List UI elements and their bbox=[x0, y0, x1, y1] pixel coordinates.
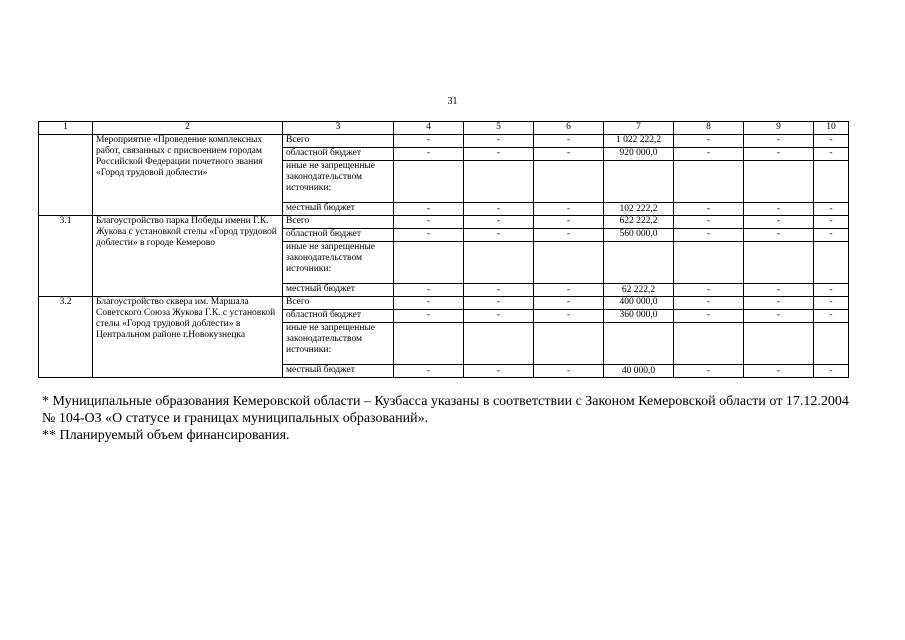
row-number-cell bbox=[39, 161, 93, 203]
value-cell: 1 022 222,2 bbox=[604, 135, 674, 148]
value-cell: 360 000,0 bbox=[604, 310, 674, 323]
value-cell bbox=[814, 323, 849, 365]
table-body bbox=[39, 122, 849, 378]
row-number-cell bbox=[39, 135, 93, 148]
funding-source-cell: местный бюджет bbox=[283, 203, 394, 216]
value-cell: - bbox=[534, 365, 604, 378]
column-header: 2 bbox=[93, 122, 283, 135]
value-cell: 40 000,0 bbox=[604, 365, 674, 378]
value-cell: - bbox=[674, 229, 744, 242]
funding-source-cell: местный бюджет bbox=[283, 365, 394, 378]
value-cell: - bbox=[814, 229, 849, 242]
page-number: 31 bbox=[447, 96, 458, 107]
funding-source-cell: иные не запрещенные законодательством источники: bbox=[283, 323, 394, 365]
value-cell bbox=[674, 323, 744, 365]
value-cell bbox=[534, 161, 604, 203]
value-cell: - bbox=[534, 229, 604, 242]
row-number-cell bbox=[39, 148, 93, 161]
value-cell bbox=[394, 323, 464, 365]
value-cell: - bbox=[744, 216, 814, 229]
value-cell: - bbox=[674, 284, 744, 297]
value-cell bbox=[744, 161, 814, 203]
value-cell: - bbox=[534, 216, 604, 229]
value-cell bbox=[464, 242, 534, 284]
activity-name-cell bbox=[93, 216, 283, 248]
footnote: ** Планируемый объем финансирования. bbox=[42, 428, 290, 443]
funding-source-cell: Всего bbox=[283, 135, 394, 148]
value-cell: - bbox=[814, 203, 849, 216]
row-number-cell bbox=[39, 284, 93, 297]
value-cell: - bbox=[674, 148, 744, 161]
column-header-row bbox=[39, 122, 849, 135]
value-cell: - bbox=[814, 284, 849, 297]
value-cell: - bbox=[744, 310, 814, 323]
activity-name-cell bbox=[93, 297, 283, 340]
value-cell: - bbox=[394, 284, 464, 297]
column-header: 5 bbox=[464, 122, 534, 135]
row-number-cell bbox=[39, 310, 93, 323]
value-cell: - bbox=[394, 148, 464, 161]
column-header: 1 bbox=[39, 122, 93, 135]
value-cell: 920 000,0 bbox=[604, 148, 674, 161]
row-number-cell: 3.1 bbox=[39, 216, 93, 229]
value-cell: - bbox=[464, 229, 534, 242]
value-cell bbox=[604, 323, 674, 365]
value-cell: - bbox=[534, 203, 604, 216]
value-cell: - bbox=[394, 135, 464, 148]
funding-source-cell: иные не запрещенные законодательством источники: bbox=[283, 242, 394, 284]
financing-table bbox=[38, 121, 849, 378]
value-cell: - bbox=[394, 203, 464, 216]
value-cell: - bbox=[394, 229, 464, 242]
column-header: 9 bbox=[744, 122, 814, 135]
value-cell: - bbox=[394, 297, 464, 310]
value-cell: - bbox=[674, 365, 744, 378]
value-cell: - bbox=[464, 135, 534, 148]
column-header: 8 bbox=[674, 122, 744, 135]
column-header: 3 bbox=[283, 122, 394, 135]
value-cell bbox=[674, 242, 744, 284]
footnotes bbox=[42, 393, 852, 444]
value-cell bbox=[674, 161, 744, 203]
value-cell: - bbox=[394, 310, 464, 323]
activity-name: Благоустройство сквера им. Маршала Советского Союза Жукова Г.К. с установкой стелы «Город трудовой доблести» в Центральном районе г.Новокузнецка bbox=[96, 297, 276, 340]
value-cell: - bbox=[464, 365, 534, 378]
funding-source-cell: Всего bbox=[283, 216, 394, 229]
value-cell bbox=[394, 161, 464, 203]
value-cell bbox=[534, 242, 604, 284]
column-header: 4 bbox=[394, 122, 464, 135]
value-cell: - bbox=[464, 216, 534, 229]
value-cell: - bbox=[534, 297, 604, 310]
table-row bbox=[39, 216, 849, 229]
column-header: 10 bbox=[814, 122, 849, 135]
funding-source-cell: Всего bbox=[283, 297, 394, 310]
row-number-cell bbox=[39, 365, 93, 378]
value-cell: - bbox=[744, 229, 814, 242]
table-row bbox=[39, 284, 849, 297]
value-cell: - bbox=[814, 135, 849, 148]
funding-source-cell: местный бюджет bbox=[283, 284, 394, 297]
value-cell bbox=[814, 161, 849, 203]
value-cell: - bbox=[744, 365, 814, 378]
row-number-cell: 3.2 bbox=[39, 297, 93, 310]
value-cell: - bbox=[464, 148, 534, 161]
value-cell bbox=[394, 242, 464, 284]
table-row bbox=[39, 203, 849, 216]
funding-source-cell: областной бюджет bbox=[283, 148, 394, 161]
value-cell: - bbox=[534, 135, 604, 148]
value-cell bbox=[604, 242, 674, 284]
value-cell: - bbox=[464, 297, 534, 310]
value-cell: - bbox=[464, 203, 534, 216]
row-number-cell bbox=[39, 229, 93, 242]
value-cell: - bbox=[674, 135, 744, 148]
activity-name-cell bbox=[93, 284, 283, 297]
value-cell: 62 222,2 bbox=[604, 284, 674, 297]
value-cell: - bbox=[394, 216, 464, 229]
value-cell: - bbox=[744, 284, 814, 297]
value-cell bbox=[814, 242, 849, 284]
value-cell bbox=[464, 323, 534, 365]
footnote: * Муниципальные образования Кемеровской области – Кузбасса указаны в соответствии с Законом Кемеровской области от 17.12.2004 № 104-ОЗ «О статусе и границах муниципальных образований». bbox=[42, 394, 849, 426]
table-row bbox=[39, 135, 849, 148]
value-cell: - bbox=[464, 310, 534, 323]
activity-name-cell bbox=[93, 203, 283, 216]
value-cell: - bbox=[744, 135, 814, 148]
funding-source-cell: иные не запрещенные законодательством источники: bbox=[283, 161, 394, 203]
column-header: 6 bbox=[534, 122, 604, 135]
value-cell: - bbox=[744, 148, 814, 161]
value-cell: 400 000,0 bbox=[604, 297, 674, 310]
value-cell: - bbox=[464, 284, 534, 297]
value-cell: - bbox=[534, 284, 604, 297]
value-cell: 622 222,2 bbox=[604, 216, 674, 229]
value-cell: - bbox=[534, 310, 604, 323]
value-cell: 560 000,0 bbox=[604, 229, 674, 242]
value-cell: - bbox=[814, 365, 849, 378]
value-cell: - bbox=[814, 297, 849, 310]
value-cell: - bbox=[674, 310, 744, 323]
activity-name: Благоустройство парка Победы имени Г.К. Жукова с установкой стелы «Город трудовой доблести» в городе Кемерово bbox=[96, 216, 277, 248]
row-number-cell bbox=[39, 242, 93, 284]
value-cell: - bbox=[814, 216, 849, 229]
value-cell bbox=[744, 242, 814, 284]
row-number-cell bbox=[39, 323, 93, 365]
value-cell: - bbox=[674, 216, 744, 229]
value-cell: - bbox=[394, 365, 464, 378]
value-cell: - bbox=[744, 203, 814, 216]
activity-name-cell bbox=[93, 365, 283, 378]
funding-source-cell: областной бюджет bbox=[283, 310, 394, 323]
activity-name-cell bbox=[93, 135, 283, 178]
table-row bbox=[39, 365, 849, 378]
row-number-cell bbox=[39, 203, 93, 216]
table-row bbox=[39, 297, 849, 310]
funding-source-cell: областной бюджет bbox=[283, 229, 394, 242]
value-cell: - bbox=[814, 148, 849, 161]
value-cell bbox=[534, 323, 604, 365]
value-cell bbox=[744, 323, 814, 365]
value-cell bbox=[604, 161, 674, 203]
value-cell: - bbox=[814, 310, 849, 323]
value-cell: - bbox=[534, 148, 604, 161]
value-cell: - bbox=[744, 297, 814, 310]
activity-name: Мероприятие «Проведение комплексных работ, связанных с присвоением городам Российской Федерации почетного звания «Город трудовой доблести» bbox=[96, 135, 263, 178]
column-header: 7 bbox=[604, 122, 674, 135]
value-cell: - bbox=[674, 203, 744, 216]
value-cell: 102 222,2 bbox=[604, 203, 674, 216]
value-cell bbox=[464, 161, 534, 203]
value-cell: - bbox=[674, 297, 744, 310]
